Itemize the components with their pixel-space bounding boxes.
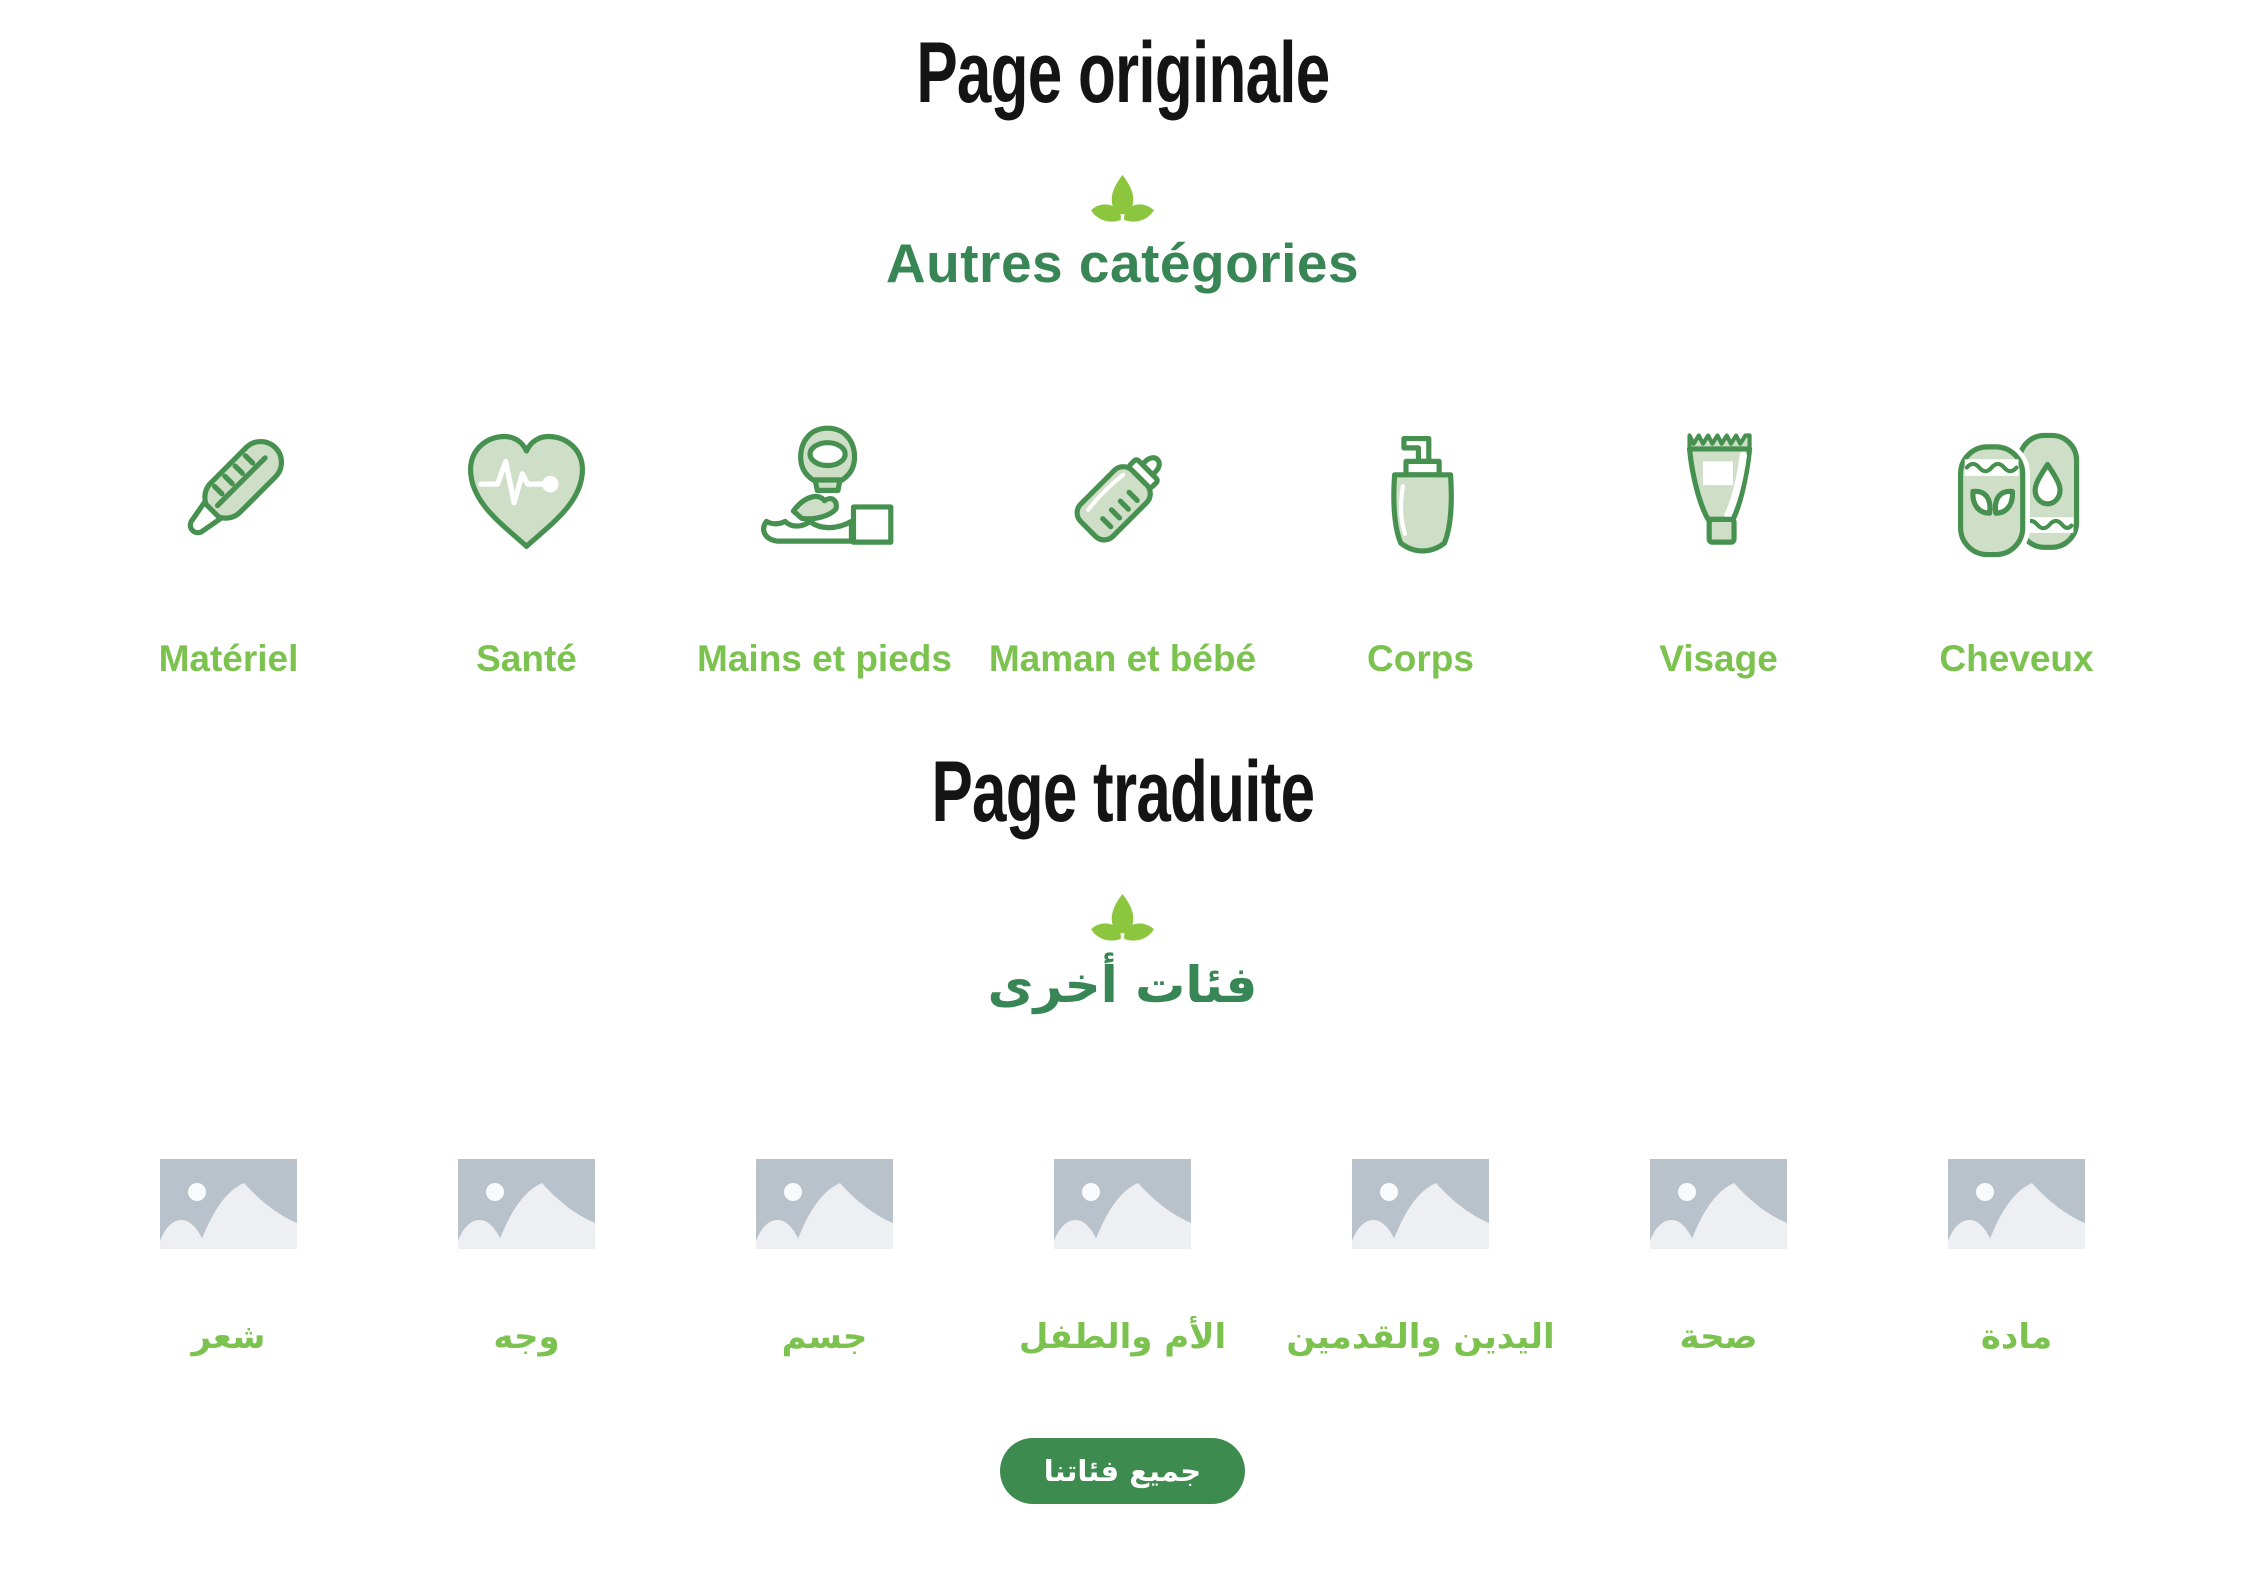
category-tile-mother-child-ar[interactable] [974, 1145, 1272, 1358]
category-label: Mains et pieds [697, 637, 952, 679]
leaf-icon [1085, 175, 1160, 226]
category-tile-health-ar[interactable] [1570, 1145, 1868, 1358]
image-placeholder-icon [458, 1159, 595, 1249]
image-placeholder-icon [1948, 1159, 2085, 1249]
category-tile-body-ar[interactable] [676, 1145, 974, 1358]
translated-categories-heading: فئات أخرى [987, 955, 1258, 1014]
all-categories-button[interactable]: جميع فئاتنا [1000, 1438, 1245, 1504]
category-tile-hands-feet-ar[interactable] [1272, 1145, 1570, 1358]
category-label: Santé [476, 637, 577, 679]
image-placeholder-icon [160, 1159, 297, 1249]
category-tile-cheveux[interactable] [1868, 422, 2166, 681]
category-tile-materiel[interactable] [80, 422, 378, 681]
original-section-title-text: Page originale [915, 25, 1330, 121]
category-label: شعر [191, 1317, 266, 1358]
category-label: اليدين والقدمين [1286, 1317, 1555, 1358]
category-tile-visage[interactable] [1570, 422, 1868, 681]
translated-category-row [80, 1145, 2166, 1358]
translated-section-title [857, 745, 1389, 840]
category-tile-face-ar[interactable] [378, 1145, 676, 1358]
shampoo-bottles-icon [1944, 422, 2089, 567]
cream-tube-icon [1646, 422, 1791, 567]
category-tile-mains-et-pieds[interactable] [676, 422, 974, 681]
category-tile-corps[interactable] [1272, 422, 1570, 681]
baby-bottle-icon [1050, 422, 1195, 567]
leaf-divider-icon [1085, 175, 1160, 226]
category-label: Visage [1659, 637, 1778, 679]
category-label: مادة [1980, 1317, 2053, 1358]
category-tile-hair-ar[interactable] [80, 1145, 378, 1358]
image-placeholder-icon [1352, 1159, 1489, 1249]
category-label: جسم [781, 1317, 868, 1358]
category-label: Maman et bébé [988, 637, 1257, 679]
category-label: وجه [493, 1317, 560, 1358]
category-label: Matériel [158, 637, 299, 679]
pump-bottle-icon [1348, 422, 1493, 567]
translated-section-title-text: Page traduite [931, 743, 1314, 840]
category-tile-material-ar[interactable] [1868, 1145, 2166, 1358]
image-placeholder-icon [756, 1159, 893, 1249]
original-section-title [836, 26, 1410, 121]
leaf-icon [1085, 894, 1160, 945]
heart-pulse-icon [454, 422, 599, 567]
original-category-row [80, 422, 2166, 681]
hand-soap-icon [752, 422, 897, 567]
category-tile-maman-et-bebe[interactable] [974, 422, 1272, 681]
image-placeholder-icon [1650, 1159, 1787, 1249]
image-placeholder-icon [1054, 1159, 1191, 1249]
thermometer-icon [156, 422, 301, 567]
category-label: الأم والطفل [1018, 1317, 1227, 1358]
leaf-divider-icon [1085, 894, 1160, 945]
category-label: Corps [1367, 637, 1474, 679]
category-label: صحة [1679, 1317, 1758, 1358]
category-label: Cheveux [1939, 637, 2094, 679]
original-categories-heading: Autres catégories [885, 231, 1360, 294]
category-tile-sante[interactable] [378, 422, 676, 681]
